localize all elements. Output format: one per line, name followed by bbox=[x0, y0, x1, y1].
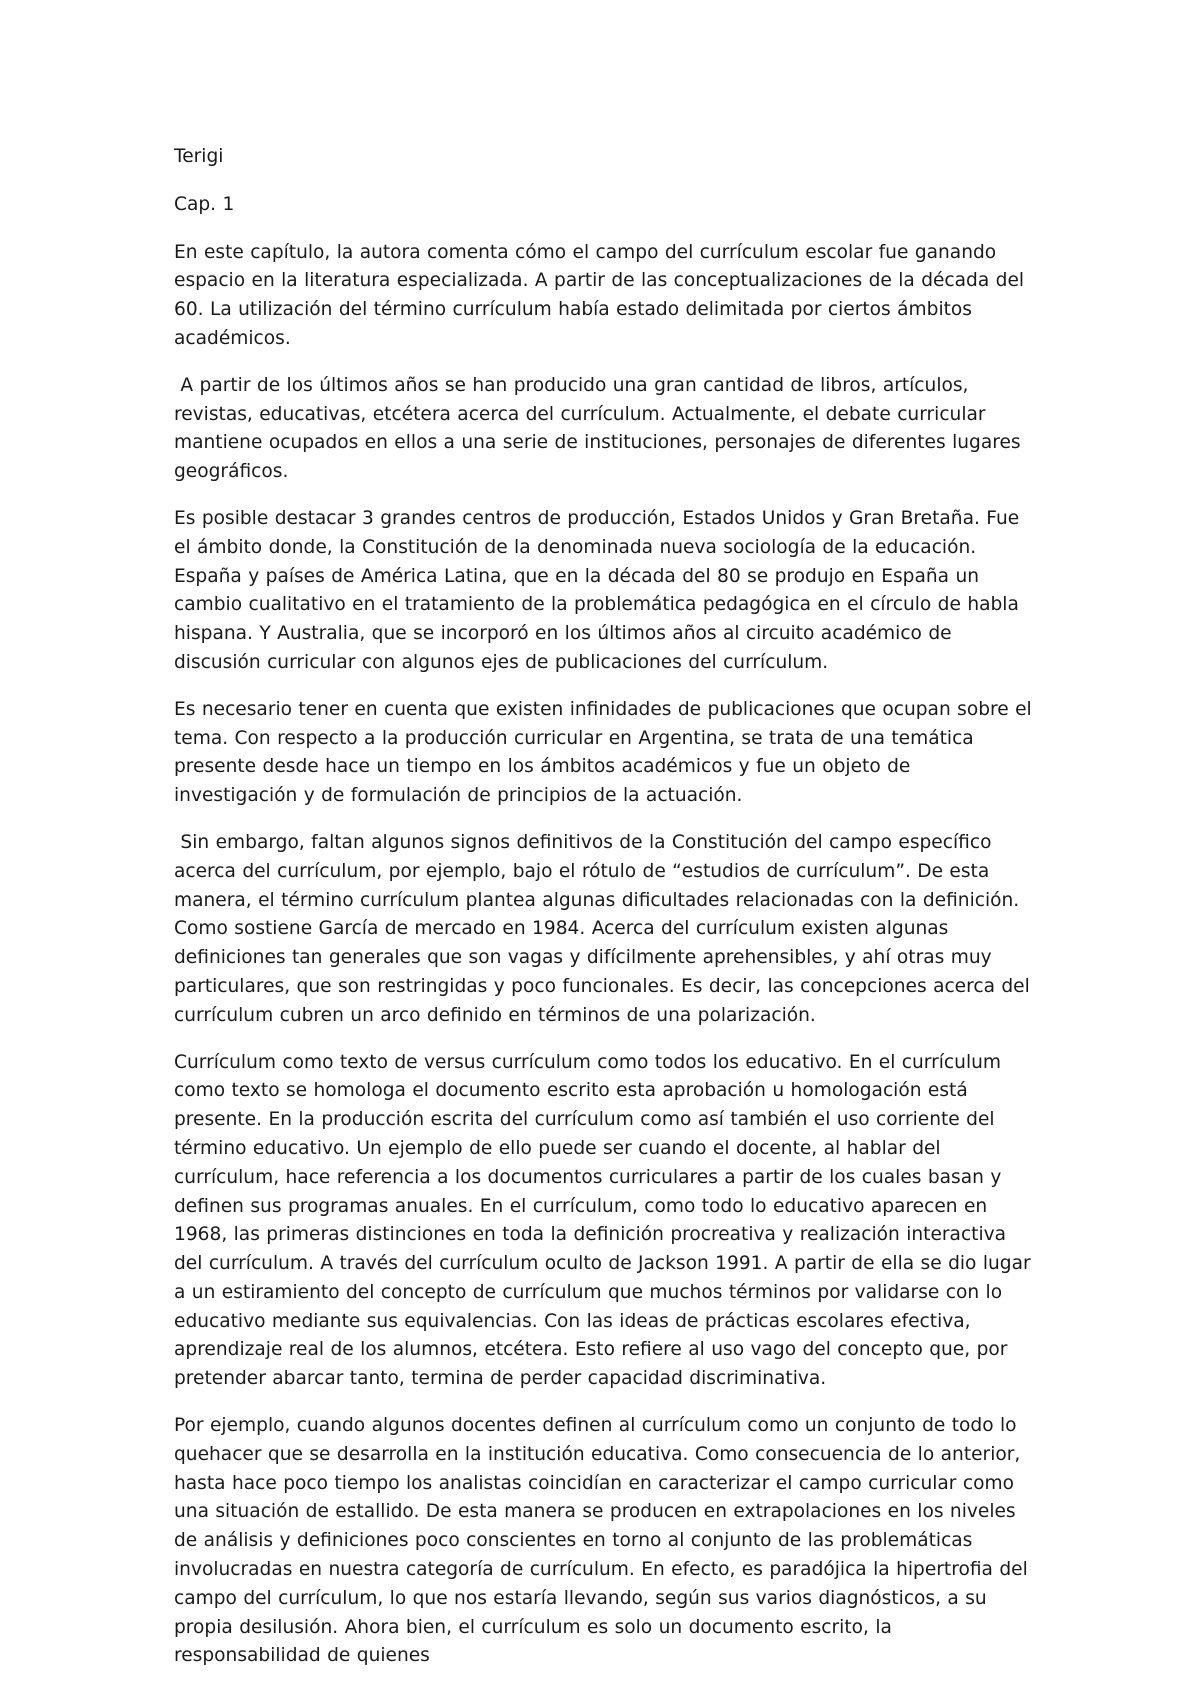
document-body bbox=[174, 143, 1039, 1689]
paragraph-6: Currículum como texto de versus currículum como todos los educativo. En el currículum como texto se homologa el documento escrito esta aprobación u homologación está presente. En la producción escrita del currículum como así también el uso corriente del término educativo. Un ejemplo de ello puede ser cuando el docente, al hablar del currículum, hace referencia a los documentos curriculares a partir de los cuales basan y definen sus programas anuales. En el currículum, como todo lo educativo aparecen en 1968, las primeras distinciones en toda la definición procreativa y realización interactiva del currículum. A través del currículum oculto de Jackson 1991. A partir de ella se dio lugar a un estiramiento del concepto de currículum que muchos términos por validarse con lo educativo mediante sus equivalencias. Con las ideas de prácticas escolares efectiva, aprendizaje real de los alumnos, etcétera. Esto refiere al uso vago del concepto que, por pretender abarcar tanto, termina de perder capacidad discriminativa. bbox=[174, 1051, 1038, 1390]
document-title: Terigi bbox=[174, 146, 224, 167]
paragraph-3: Es posible destacar 3 grandes centros de producción, Estados Unidos y Gran Bretaña. Fue el ámbito donde, la Constitución de la denominada nueva sociología de la educación. España y países de América Latina, que en la década del 80 se produjo en España un cambio cualitativo en el tratamiento de la problemática pedagógica en el círculo de habla hispana. Y Australia, que se incorporó en los últimos años al circuito académico de discusión curricular con algunos ejes de publicaciones del currículum. bbox=[174, 507, 1026, 673]
paragraph-4: Es necesario tener en cuenta que existen infinidades de publicaciones que ocupan sobre el tema. Con respecto a la producción curricular en Argentina, se trata de una temática presente desde hace un tiempo en los ámbitos académicos y fue un objeto de investigación y de formulación de principios de la actuación. bbox=[174, 698, 1039, 807]
paragraph-1: En este capítulo, la autora comenta cómo el campo del currículum escolar fue ganando espacio en la literatura especializada. A partir de las conceptualizaciones de la década del 60. La utilización del término currículum había estado delimitada por ciertos ámbitos académicos. bbox=[174, 241, 1031, 349]
chapter-heading: Cap. 1 bbox=[174, 193, 235, 215]
paragraph-7: Por ejemplo, cuando algunos docentes definen al currículum como un conjunto de todo lo quehacer que se desarrolla en la institución educativa. Como consecuencia de lo anterior, hasta hace poco tiempo los analistas coincidían en caracterizar el campo curricular como una situación de estallido. De esta manera se producen en extrapolaciones en los niveles de análisis y definiciones poco conscientes en torno al conjunto de las problemáticas involucradas en nuestra categoría de currículum. En efecto, es paradójica la hipertrofia del campo del currículum, lo que nos estaría llevando, según sus varios diagnósticos, a su propia desilusión. Ahora bien, el currículum es solo un documento escrito, la responsabilidad de quienes bbox=[174, 1415, 1035, 1667]
paragraph-5: Sin embargo, faltan algunos signos definitivos de la Constitución del campo específico acerca del currículum, por ejemplo, bajo el rótulo de “estudios de currículum”. De esta manera, el término currículum plantea algunas dificultades relacionadas con la definición. Como sostiene García de mercado en 1984. Acerca del currículum existen algunas definiciones tan generales que son vagas y difícilmente aprehensibles, y ahí otras muy particulares, que son restringidas y poco funcionales. Es decir, las concepciones acerca del currículum cubren un arco definido en términos de una polarización. bbox=[174, 831, 1037, 1026]
paragraph-2: A partir de los últimos años se han producido una gran cantidad de libros, artículos, revistas, educativas, etcétera acerca del currículum. Actualmente, el debate curricular mantiene ocupados en ellos a una serie de instituciones, personajes de diferentes lugares geográficos. bbox=[174, 374, 1027, 483]
